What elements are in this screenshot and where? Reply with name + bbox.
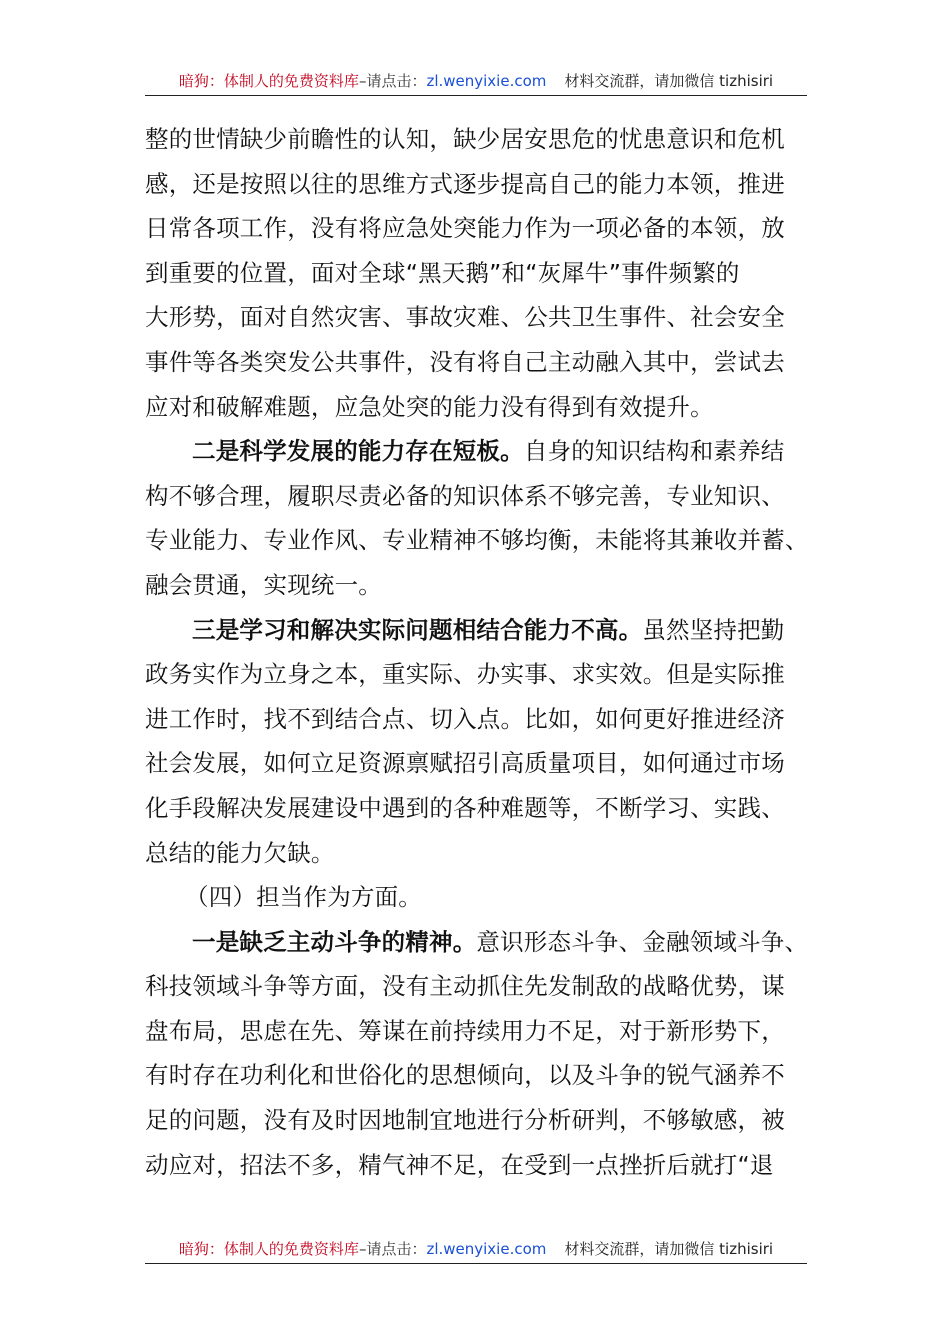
text-line: 专业能力、专业作风、专业精神不够均衡，未能将其兼收并蓄、 <box>145 526 809 555</box>
text-span: 自身的知识结构和素养结 <box>523 437 785 466</box>
banner-click-prompt: –请点击： <box>358 72 427 90</box>
banner-contact: 材料交流群，请加微信 tizhisiri <box>564 1240 774 1258</box>
banner-url-link[interactable]: zl.wenyixie.com <box>426 72 547 90</box>
text-line: 有时存在功利化和世俗化的思想倾向，以及斗争的锐气涵养不 <box>145 1061 785 1090</box>
text-line: 日常各项工作，没有将应急处突能力作为一项必备的本领，放 <box>145 214 785 243</box>
paragraph-2-first-line <box>145 429 813 474</box>
text-line: 政务实作为立身之本，重实际、办实事、求实效。但是实际推 <box>145 660 785 689</box>
text-line: 总结的能力欠缺。 <box>145 838 335 867</box>
text-line: 盘布局，思虑在先、筹谋在前持续用力不足，对于新形势下， <box>145 1016 785 1045</box>
text-line: 融会贯通，实现统一。 <box>145 570 382 599</box>
banner-contact: 材料交流群，请加微信 tizhisiri <box>564 72 774 90</box>
paragraph-2-heading: 二是科学发展的能力存在短板。 <box>192 437 524 466</box>
text-line: 社会发展，如何立足资源禀赋招引高质量项目，如何通过市场 <box>145 749 785 778</box>
text-line: 动应对，招法不多，精气神不足，在受到一点挫折后就打“退 <box>145 1150 774 1179</box>
section-heading: （四）担当作为方面。 <box>185 883 422 912</box>
paragraph-3-first-line <box>145 608 813 653</box>
text-line: 科技领域斗争等方面，没有主动抓住先发制敌的战略优势，谋 <box>145 972 785 1001</box>
paragraph-4-heading: 一是缺乏主动斗争的精神。 <box>192 927 477 956</box>
text-line: 应对和破解难题，应急处突的能力没有得到有效提升。 <box>145 392 714 421</box>
text-line: 进工作时，找不到结合点、切入点。比如，如何更好推进经济 <box>145 704 785 733</box>
text-line: 大形势，面对自然灾害、事故灾难、公共卫生事件、社会安全 <box>145 303 785 332</box>
banner-click-prompt: –请点击： <box>358 1240 427 1258</box>
text-line: 足的问题，没有及时因地制宜地进行分析研判，不够敏感，被 <box>145 1106 785 1135</box>
text-span: 意识形态斗争、金融领域斗争、 <box>476 927 809 956</box>
paragraph-3-heading: 三是学习和解决实际问题相结合能力不高。 <box>192 615 643 644</box>
banner-url-link[interactable]: zl.wenyixie.com <box>426 1240 547 1258</box>
banner-brand: 暗狗：体制人的免费资料库 <box>178 72 359 90</box>
text-line: 化手段解决发展建设中遇到的各种难题等，不断学习、实践、 <box>145 793 785 822</box>
text-line: 感，还是按照以往的思维方式逐步提高自己的能力本领，推进 <box>145 169 785 198</box>
paragraph-4-first-line <box>145 920 813 965</box>
text-line: 事件等各类突发公共事件，没有将自己主动融入其中，尝试去 <box>145 347 785 376</box>
document-body <box>145 117 813 1187</box>
header-banner <box>145 62 807 96</box>
text-line: 到重要的位置，面对全球“黑天鹅”和“灰犀牛”事件频繁的 <box>145 258 740 287</box>
text-span: 虽然坚持把勤 <box>642 615 785 644</box>
text-line: 整的世情缺少前瞻性的认知，缺少居安思危的忧患意识和危机 <box>145 125 785 153</box>
footer-banner <box>145 1230 807 1264</box>
banner-brand: 暗狗：体制人的免费资料库 <box>178 1240 359 1258</box>
text-line: 构不够合理，履职尽责必备的知识体系不够完善，专业知识、 <box>145 481 785 510</box>
